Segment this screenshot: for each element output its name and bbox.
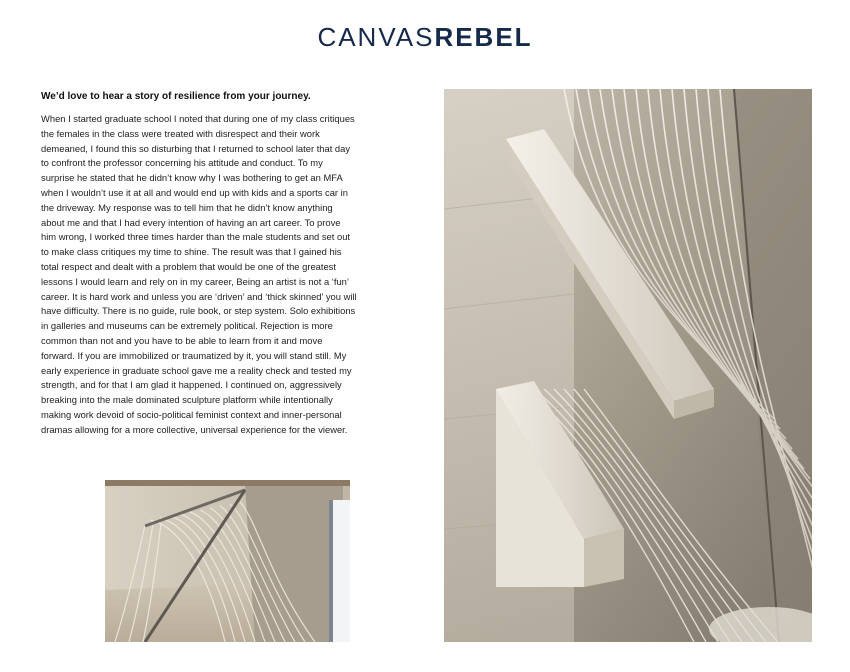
- logo-text-canvas: CANVAS: [317, 22, 435, 52]
- sculpture-photo-large: [444, 89, 812, 642]
- interview-question: We’d love to hear a story of resilience from your journey.: [41, 91, 311, 102]
- sculpture-photo-small: [105, 480, 350, 642]
- logo-text-rebel: REBEL: [434, 22, 533, 52]
- site-logo[interactable]: [0, 22, 850, 52]
- interview-answer: When I started graduate school I noted that during one of my class critiques the females in the class were treated with disrespect and their work demeaned, I found this so disturbing that I returned to school later that day to confront the professor concerning his attitude and conduct. To my surprise he stated that he didn’t know why I was bothering to get an MFA when I wouldn’t use it at all and would end up with kids and a sports car in the driveway. My response was to tell him that he didn’t know anything about me and that I had every intention of having an art career. To prove him wrong, I worked three times harder than the male students and set out to make class critiques my time to shine. The result was that I gained his total respect and dealt with a problem that would be one of the greatest lessons I would learn and rely on in my career, Being an artist is not a ‘fun’ career. It is hard work and unless you are ‘driven’ and ‘thick skinned’ you will have difficulty. There is no guide, rule book, or step system. Solo exhibitions in galleries and museums can be extremely political. Rejection is more common than not and you have to be able to learn from it and move forward. If you are immobilized or traumatized by it, you will stand still. My early experience in graduate school gave me a reality check and tested my strength, and for that I am glad it happened. I continued on, aggressively breaking into the male dominated sculpture platform while intentionally making work devoid of socio-political feminist context and inner-personal dramas allowing for a more collective, universal experience for the viewer.: [41, 113, 357, 435]
